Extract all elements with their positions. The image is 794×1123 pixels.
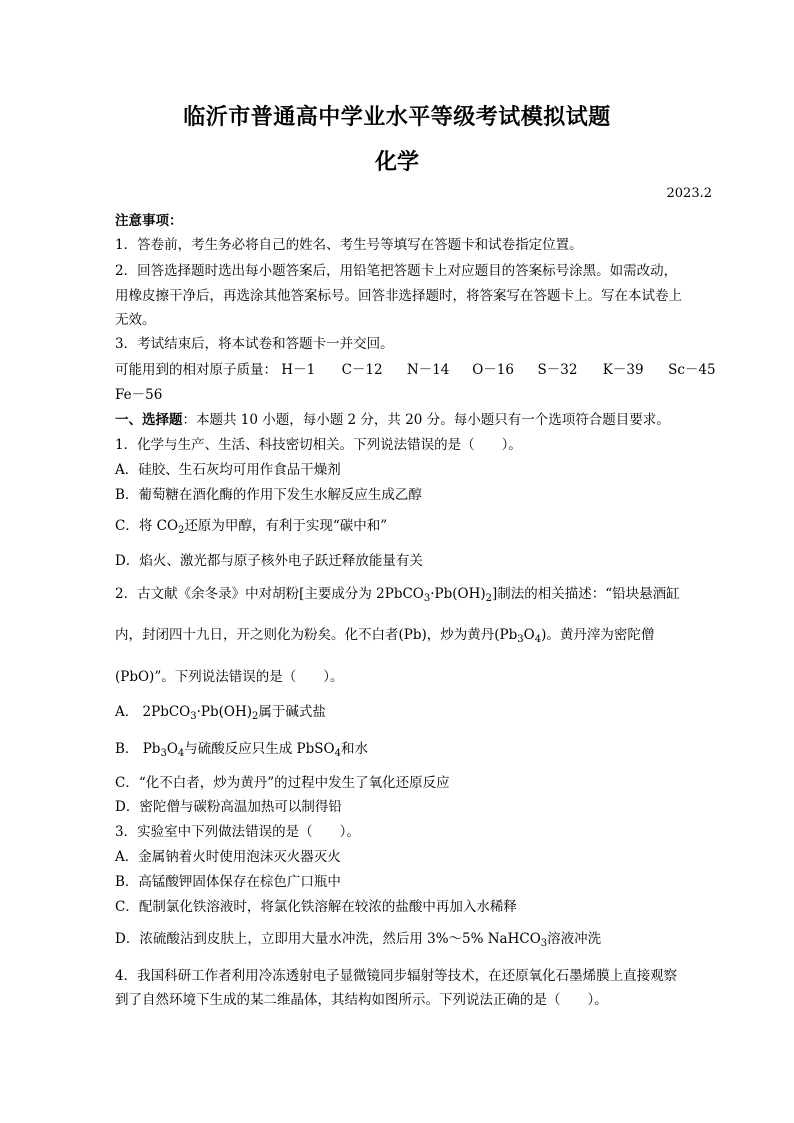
subscript: 2: [485, 593, 493, 604]
q2-b-text: 和水: [340, 741, 368, 757]
note-2-line-1: 2．回答选择题时选出每小题答案后，用铅笔把答题卡上对应题目的答案标号涂黑。如需改动，: [115, 263, 678, 279]
q2-b-text: O: [166, 741, 178, 757]
q2-b-text: 与硫酸反应只生成 PbSO: [184, 741, 335, 757]
q2-text: ·Pb(OH): [430, 586, 486, 602]
q2-option-c: C．“化不白者，炒为黄丹”的过程中发生了氧化还原反应: [115, 775, 450, 791]
subscript: 2: [252, 711, 259, 722]
q2-text: O: [523, 627, 535, 643]
note-2-line-2: 用橡皮擦干净后，再选涂其他答案标号。回答非选择题时，将答案写在答题卡上。写在本试卷上: [115, 288, 682, 304]
q2-text: )。黄丹滓为密陀僧: [541, 627, 655, 643]
q2-line-1: [115, 582, 680, 602]
atomic-mass-item: C－12: [341, 362, 383, 378]
q3-stem: 3．实验室中下列做法错误的是（ ）。: [115, 824, 360, 840]
subscript: 3: [190, 711, 197, 722]
subscript: 3: [160, 748, 167, 759]
q2-b-text: B． Pb: [115, 741, 161, 757]
atomic-mass-item: N－14: [406, 362, 450, 378]
exam-date: 2023.2: [666, 186, 712, 201]
q3-option-d: [115, 927, 601, 947]
q1-option-d: D．焰火、激光都与原子核外电子跃迁释放能量有关: [115, 553, 423, 569]
subscript: 4: [534, 634, 542, 645]
atomic-mass-item: O－16: [472, 362, 514, 378]
q2-a-text: ·Pb(OH): [196, 704, 253, 720]
q2-a-text: A． 2PbCO: [115, 704, 191, 720]
atomic-mass-item: Sc－45: [668, 362, 716, 378]
atomic-mass-item: S－32: [537, 362, 578, 378]
q2-option-a: [115, 700, 326, 720]
q2-line-3: (PbO)”。下列说法错误的是（ ）。: [115, 669, 344, 685]
atomic-mass-item: H－1: [281, 362, 316, 378]
q1-c-subscript: 2: [178, 525, 185, 536]
q4-line-1: 4．我国科研工作者利用冷冻透射电子显微镜同步辐射等技术，在还原氧化石墨烯膜上直接观察: [115, 968, 678, 984]
q2-text: 2．古文献《余冬录》中对胡粉[主要成分为 2PbCO: [115, 586, 424, 602]
q1-c-text-end: 还原为甲醇，有利于实现“碳中和”: [184, 518, 388, 534]
q1-stem: 1．化学与生产、生活、科技密切相关。下列说法错误的是（ ）。: [115, 437, 522, 453]
q1-option-c: [115, 514, 387, 534]
atomic-mass-item: K－39: [602, 362, 644, 378]
subscript: 3: [423, 593, 431, 604]
atomic-mass-line: [115, 358, 716, 378]
q1-option-b: B．葡萄糖在酒化酶的作用下发生水解反应生成乙醇: [115, 487, 422, 503]
subscript: 3: [540, 938, 548, 949]
note-3: 3．考试结束后，将本试卷和答题卡一并交回。: [115, 336, 394, 352]
section-1-heading: [115, 408, 670, 428]
q3-option-b: B．高锰酸钾固体保存在棕色广口瓶中: [115, 874, 341, 890]
q2-text: ]制法的相关描述：“铅块悬酒缸: [492, 586, 680, 602]
atomic-mass-label: 可能用到的相对原子质量：: [115, 362, 277, 378]
q1-option-a: A．硅胶、生石灰均可用作食品干燥剂: [115, 462, 341, 478]
section-1-text: ：本题共 10 小题，每小题 2 分，共 20 分。每小题只有一个选项符合题目要求。: [182, 412, 670, 428]
q3-d-text: D．浓硫酸沾到皮肤上，立即用大量水冲洗，然后用 3%～5% NaHCO: [115, 931, 541, 947]
subscript: 3: [517, 634, 524, 645]
exam-title: 临沂市普通高中学业水平等级考试模拟试题: [183, 104, 611, 130]
subscript: 4: [177, 748, 185, 759]
q2-text: 内，封闭四十九日，开之则化为粉矣。化不白者(Pb)，炒为黄丹(Pb: [115, 627, 518, 643]
q2-option-b: [115, 737, 368, 757]
note-2-line-3: 无效。: [115, 312, 156, 328]
atomic-mass-fe: Fe－56: [115, 387, 163, 403]
q4-line-2: 到了自然环境下生成的某二维晶体，其结构如图所示。下列说法正确的是（ ）。: [115, 992, 608, 1008]
note-1: 1．答卷前，考生务必将自己的姓名、考生号等填写在答题卡和试卷指定位置。: [115, 237, 583, 253]
notes-heading: 注意事项：: [115, 213, 183, 229]
q2-a-text: 属于碱式盐: [258, 704, 326, 720]
q3-option-a: A．金属钠着火时使用泡沫灭火器灭火: [115, 849, 341, 865]
subject-title: 化学: [374, 149, 419, 175]
q3-option-c: C．配制氯化铁溶液时，将氯化铁溶解在较浓的盐酸中再加入水稀释: [115, 899, 517, 915]
subscript: 4: [334, 748, 341, 759]
q2-option-d: D．密陀僧与碳粉高温加热可以制得铅: [115, 799, 342, 815]
q2-line-2: [115, 623, 654, 643]
section-1-label: 一、选择题: [115, 412, 183, 428]
q1-c-text: C．将 CO: [115, 518, 179, 534]
q3-d-text: 溶液冲洗: [547, 931, 602, 947]
